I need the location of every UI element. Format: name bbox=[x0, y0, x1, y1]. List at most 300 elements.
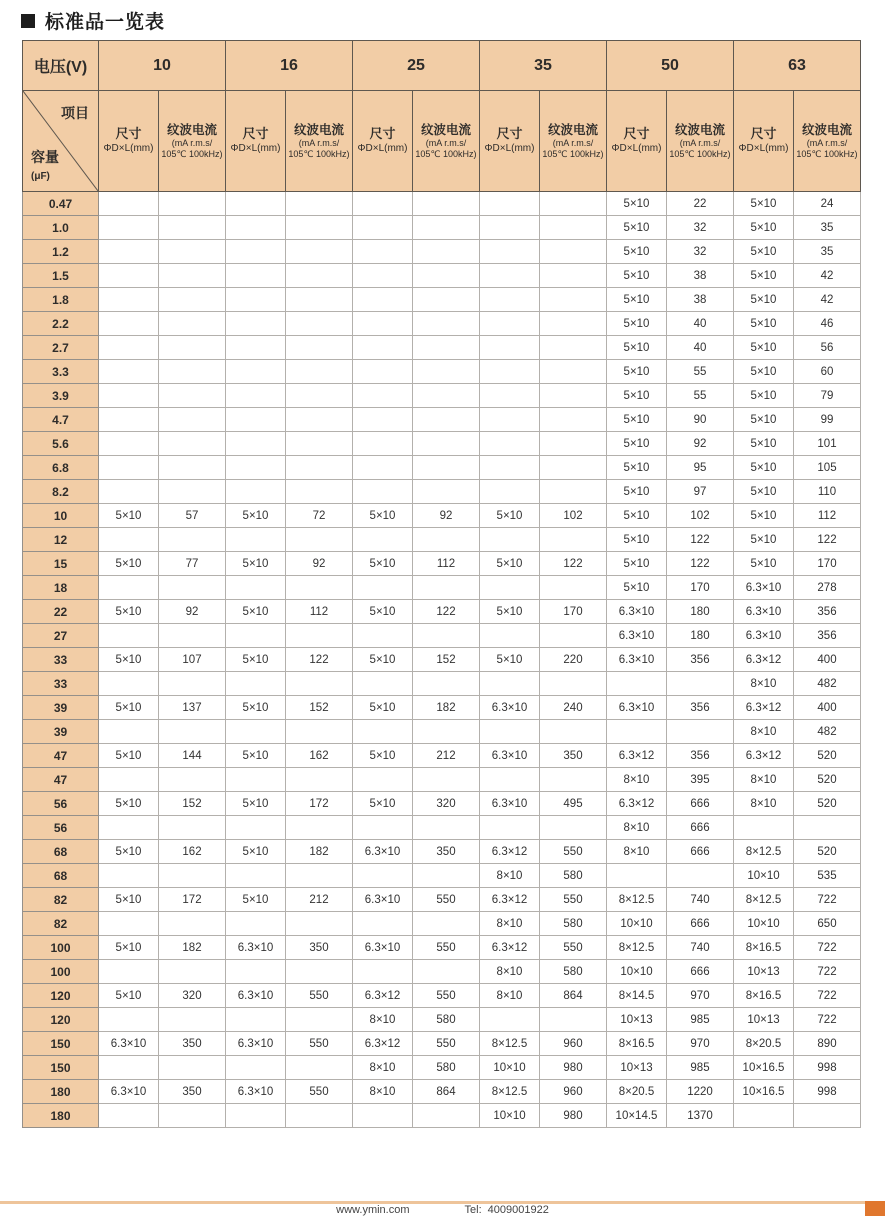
table-row bbox=[23, 384, 861, 408]
size-value-cell bbox=[353, 312, 413, 336]
capacitance-cell: 180 bbox=[23, 1104, 99, 1128]
size-value-cell bbox=[353, 576, 413, 600]
size-value-cell: 5×10 bbox=[480, 504, 540, 528]
ripple-value-cell: 350 bbox=[159, 1032, 226, 1056]
ripple-value-cell: 722 bbox=[794, 936, 861, 960]
ripple-value-cell bbox=[286, 576, 353, 600]
size-value-cell: 8×10 bbox=[607, 768, 667, 792]
footer-tel-number: 4009001922 bbox=[487, 1204, 549, 1216]
ripple-value-cell bbox=[286, 768, 353, 792]
table-row bbox=[23, 1008, 861, 1032]
ripple-value-cell bbox=[286, 192, 353, 216]
ripple-value-cell bbox=[159, 312, 226, 336]
ripple-value-cell: 92 bbox=[667, 432, 734, 456]
size-value-cell bbox=[99, 1104, 159, 1128]
size-header-main: 尺寸 bbox=[369, 126, 396, 142]
size-value-cell bbox=[353, 264, 413, 288]
table-row bbox=[23, 696, 861, 720]
size-header-25 bbox=[353, 91, 413, 192]
size-value-cell: 8×12.5 bbox=[480, 1032, 540, 1056]
size-value-cell bbox=[353, 912, 413, 936]
ripple-value-cell bbox=[159, 864, 226, 888]
size-value-cell: 5×10 bbox=[607, 216, 667, 240]
size-value-cell bbox=[99, 1008, 159, 1032]
table-row bbox=[23, 960, 861, 984]
ripple-value-cell bbox=[286, 864, 353, 888]
size-value-cell: 8×10 bbox=[480, 912, 540, 936]
ripple-value-cell bbox=[413, 312, 480, 336]
ripple-value-cell bbox=[413, 528, 480, 552]
ripple-value-cell bbox=[540, 576, 607, 600]
ripple-value-cell bbox=[540, 816, 607, 840]
ripple-value-cell: 152 bbox=[286, 696, 353, 720]
size-value-cell: 6.3×10 bbox=[607, 624, 667, 648]
size-value-cell: 10×14.5 bbox=[607, 1104, 667, 1128]
size-value-cell bbox=[480, 288, 540, 312]
size-value-cell bbox=[353, 480, 413, 504]
size-value-cell bbox=[480, 240, 540, 264]
size-value-cell bbox=[353, 672, 413, 696]
size-value-cell bbox=[226, 456, 286, 480]
size-value-cell: 10×10 bbox=[480, 1104, 540, 1128]
table-row bbox=[23, 624, 861, 648]
size-value-cell: 5×10 bbox=[226, 696, 286, 720]
size-header-main: 尺寸 bbox=[750, 126, 777, 142]
size-value-cell: 10×13 bbox=[607, 1008, 667, 1032]
size-value-cell bbox=[99, 384, 159, 408]
footer-tel bbox=[465, 1204, 549, 1216]
ripple-value-cell bbox=[540, 624, 607, 648]
size-value-cell bbox=[353, 720, 413, 744]
size-value-cell: 5×10 bbox=[734, 360, 794, 384]
ripple-value-cell bbox=[540, 384, 607, 408]
ripple-value-cell: 550 bbox=[413, 1032, 480, 1056]
size-value-cell bbox=[226, 216, 286, 240]
size-value-cell: 6.3×10 bbox=[607, 600, 667, 624]
ripple-value-cell: 95 bbox=[667, 456, 734, 480]
ripple-value-cell bbox=[413, 240, 480, 264]
size-value-cell bbox=[734, 1104, 794, 1128]
size-value-cell: 8×10 bbox=[607, 816, 667, 840]
ripple-value-cell bbox=[413, 264, 480, 288]
capacitance-cell: 47 bbox=[23, 744, 99, 768]
ripple-value-cell: 998 bbox=[794, 1080, 861, 1104]
table-row bbox=[23, 216, 861, 240]
size-value-cell bbox=[99, 624, 159, 648]
ripple-value-cell bbox=[413, 960, 480, 984]
ripple-value-cell: 580 bbox=[413, 1056, 480, 1080]
size-value-cell bbox=[226, 312, 286, 336]
capacitance-cell: 100 bbox=[23, 960, 99, 984]
ripple-value-cell: 350 bbox=[159, 1080, 226, 1104]
ripple-value-cell bbox=[159, 576, 226, 600]
ripple-value-cell: 666 bbox=[667, 912, 734, 936]
ripple-value-cell: 46 bbox=[794, 312, 861, 336]
capacitance-cell: 56 bbox=[23, 816, 99, 840]
ripple-value-cell bbox=[159, 408, 226, 432]
ripple-value-cell: 40 bbox=[667, 336, 734, 360]
ripple-value-cell: 102 bbox=[540, 504, 607, 528]
ripple-value-cell bbox=[413, 768, 480, 792]
size-value-cell bbox=[353, 384, 413, 408]
size-value-cell: 8×10 bbox=[734, 768, 794, 792]
capacitance-cell: 3.9 bbox=[23, 384, 99, 408]
size-value-cell bbox=[99, 528, 159, 552]
voltage-value-50: 50 bbox=[607, 41, 734, 91]
size-value-cell bbox=[99, 768, 159, 792]
size-value-cell: 5×10 bbox=[734, 528, 794, 552]
table-row bbox=[23, 744, 861, 768]
ripple-value-cell bbox=[540, 312, 607, 336]
ripple-header-sub1: (mA r.m.s/ bbox=[552, 137, 594, 148]
ripple-value-cell bbox=[159, 816, 226, 840]
ripple-value-cell: 356 bbox=[794, 600, 861, 624]
size-value-cell: 5×10 bbox=[353, 792, 413, 816]
capacitance-cell: 82 bbox=[23, 888, 99, 912]
ripple-header-63 bbox=[794, 91, 861, 192]
size-value-cell bbox=[99, 192, 159, 216]
size-header-main: 尺寸 bbox=[623, 126, 650, 142]
ripple-value-cell bbox=[413, 288, 480, 312]
ripple-value-cell: 55 bbox=[667, 384, 734, 408]
voltage-header-label: 电压(V) bbox=[23, 41, 99, 91]
ripple-value-cell bbox=[413, 720, 480, 744]
ripple-value-cell: 580 bbox=[540, 912, 607, 936]
size-value-cell: 6.3×12 bbox=[607, 744, 667, 768]
table-row bbox=[23, 504, 861, 528]
ripple-value-cell bbox=[540, 408, 607, 432]
ripple-value-cell bbox=[540, 528, 607, 552]
size-value-cell: 5×10 bbox=[734, 216, 794, 240]
ripple-value-cell bbox=[413, 816, 480, 840]
capacitance-cell: 22 bbox=[23, 600, 99, 624]
size-value-cell bbox=[99, 672, 159, 696]
size-value-cell bbox=[226, 624, 286, 648]
size-value-cell bbox=[353, 1104, 413, 1128]
size-value-cell bbox=[99, 360, 159, 384]
table-row bbox=[23, 240, 861, 264]
ripple-value-cell: 122 bbox=[667, 552, 734, 576]
table-row bbox=[23, 600, 861, 624]
table-row bbox=[23, 912, 861, 936]
size-value-cell bbox=[226, 432, 286, 456]
ripple-value-cell bbox=[159, 624, 226, 648]
ripple-value-cell: 101 bbox=[794, 432, 861, 456]
ripple-value-cell bbox=[286, 240, 353, 264]
ripple-value-cell: 320 bbox=[413, 792, 480, 816]
size-value-cell: 6.3×10 bbox=[226, 984, 286, 1008]
ripple-value-cell: 350 bbox=[540, 744, 607, 768]
size-value-cell: 8×12.5 bbox=[480, 1080, 540, 1104]
ripple-value-cell: 350 bbox=[286, 936, 353, 960]
ripple-value-cell: 666 bbox=[667, 816, 734, 840]
size-value-cell bbox=[226, 360, 286, 384]
size-value-cell: 8×10 bbox=[480, 984, 540, 1008]
size-value-cell: 6.3×10 bbox=[480, 744, 540, 768]
table-row bbox=[23, 576, 861, 600]
size-value-cell: 6.3×10 bbox=[226, 936, 286, 960]
ripple-value-cell bbox=[413, 336, 480, 360]
ripple-value-cell bbox=[413, 480, 480, 504]
size-value-cell bbox=[480, 672, 540, 696]
ripple-value-cell: 550 bbox=[286, 1032, 353, 1056]
ripple-value-cell bbox=[540, 192, 607, 216]
size-value-cell bbox=[99, 912, 159, 936]
capacitance-cell: 6.8 bbox=[23, 456, 99, 480]
ripple-value-cell bbox=[286, 216, 353, 240]
size-value-cell bbox=[480, 720, 540, 744]
size-value-cell: 5×10 bbox=[734, 192, 794, 216]
ripple-value-cell: 102 bbox=[667, 504, 734, 528]
ripple-header-sub1: (mA r.m.s/ bbox=[806, 137, 848, 148]
size-value-cell bbox=[226, 576, 286, 600]
ripple-value-cell bbox=[413, 384, 480, 408]
size-header-sub: ΦD×L(mm) bbox=[738, 143, 789, 155]
ripple-value-cell bbox=[286, 480, 353, 504]
ripple-value-cell bbox=[286, 336, 353, 360]
ripple-value-cell: 550 bbox=[286, 984, 353, 1008]
voltage-value-35: 35 bbox=[480, 41, 607, 91]
ripple-header-sub2: 105℃ 100kHz) bbox=[796, 149, 858, 160]
size-value-cell: 5×10 bbox=[607, 192, 667, 216]
ripple-value-cell: 240 bbox=[540, 696, 607, 720]
ripple-header-sub2: 105℃ 100kHz) bbox=[542, 149, 604, 160]
ripple-value-cell: 180 bbox=[667, 624, 734, 648]
ripple-value-cell: 722 bbox=[794, 984, 861, 1008]
ripple-value-cell: 722 bbox=[794, 960, 861, 984]
table-row bbox=[23, 1080, 861, 1104]
capacitance-cell: 18 bbox=[23, 576, 99, 600]
capacitance-cell: 5.6 bbox=[23, 432, 99, 456]
table-row bbox=[23, 528, 861, 552]
ripple-header-main: 纹波电流 bbox=[801, 122, 852, 137]
ripple-header-main: 纹波电流 bbox=[547, 122, 598, 137]
ripple-value-cell: 482 bbox=[794, 720, 861, 744]
table-row bbox=[23, 264, 861, 288]
size-value-cell bbox=[226, 912, 286, 936]
ripple-value-cell: 960 bbox=[540, 1080, 607, 1104]
capacitance-cell: 47 bbox=[23, 768, 99, 792]
ripple-value-cell: 356 bbox=[667, 648, 734, 672]
capacitance-cell: 150 bbox=[23, 1056, 99, 1080]
table-row bbox=[23, 480, 861, 504]
size-value-cell: 5×10 bbox=[480, 600, 540, 624]
size-value-cell bbox=[226, 960, 286, 984]
ripple-value-cell: 482 bbox=[794, 672, 861, 696]
ripple-value-cell: 122 bbox=[540, 552, 607, 576]
ripple-value-cell bbox=[540, 456, 607, 480]
ripple-value-cell: 970 bbox=[667, 984, 734, 1008]
voltage-header-row bbox=[23, 41, 861, 91]
size-value-cell bbox=[353, 288, 413, 312]
size-value-cell: 5×10 bbox=[226, 552, 286, 576]
size-value-cell: 10×16.5 bbox=[734, 1080, 794, 1104]
ripple-value-cell: 520 bbox=[794, 840, 861, 864]
ripple-value-cell bbox=[159, 720, 226, 744]
ripple-header-sub1: (mA r.m.s/ bbox=[298, 137, 340, 148]
footer-website: www.ymin.com bbox=[336, 1204, 410, 1216]
table-row bbox=[23, 792, 861, 816]
size-value-cell bbox=[226, 816, 286, 840]
ripple-value-cell bbox=[159, 264, 226, 288]
size-value-cell: 5×10 bbox=[353, 696, 413, 720]
size-value-cell bbox=[353, 960, 413, 984]
ripple-value-cell bbox=[286, 312, 353, 336]
size-value-cell bbox=[226, 1008, 286, 1032]
table-row bbox=[23, 768, 861, 792]
ripple-value-cell bbox=[413, 576, 480, 600]
table-head bbox=[23, 41, 861, 192]
ripple-value-cell: 112 bbox=[794, 504, 861, 528]
ripple-value-cell: 60 bbox=[794, 360, 861, 384]
ripple-value-cell: 122 bbox=[794, 528, 861, 552]
ripple-value-cell bbox=[540, 768, 607, 792]
size-value-cell bbox=[480, 528, 540, 552]
capacitance-cell: 150 bbox=[23, 1032, 99, 1056]
size-value-cell bbox=[480, 360, 540, 384]
ripple-header-sub2: 105℃ 100kHz) bbox=[669, 149, 731, 160]
capacitance-cell: 15 bbox=[23, 552, 99, 576]
size-value-cell: 5×10 bbox=[353, 600, 413, 624]
ripple-value-cell: 144 bbox=[159, 744, 226, 768]
size-value-cell: 5×10 bbox=[226, 648, 286, 672]
ripple-value-cell: 320 bbox=[159, 984, 226, 1008]
size-value-cell bbox=[226, 384, 286, 408]
table-row bbox=[23, 312, 861, 336]
ripple-value-cell: 42 bbox=[794, 264, 861, 288]
size-value-cell: 10×13 bbox=[734, 960, 794, 984]
size-value-cell: 8×20.5 bbox=[734, 1032, 794, 1056]
ripple-value-cell bbox=[159, 288, 226, 312]
size-value-cell: 8×10 bbox=[480, 864, 540, 888]
ripple-value-cell bbox=[667, 720, 734, 744]
size-value-cell bbox=[480, 1008, 540, 1032]
ripple-value-cell: 520 bbox=[794, 792, 861, 816]
size-value-cell: 10×16.5 bbox=[734, 1056, 794, 1080]
ripple-value-cell: 550 bbox=[413, 888, 480, 912]
size-value-cell: 5×10 bbox=[99, 504, 159, 528]
size-value-cell: 6.3×10 bbox=[226, 1032, 286, 1056]
ripple-value-cell: 580 bbox=[540, 960, 607, 984]
table-row bbox=[23, 888, 861, 912]
ripple-value-cell: 92 bbox=[159, 600, 226, 624]
ripple-value-cell bbox=[159, 528, 226, 552]
size-header-sub: ΦD×L(mm) bbox=[484, 143, 535, 155]
ripple-value-cell: 960 bbox=[540, 1032, 607, 1056]
ripple-value-cell: 182 bbox=[286, 840, 353, 864]
size-value-cell: 5×10 bbox=[99, 936, 159, 960]
ripple-value-cell: 112 bbox=[286, 600, 353, 624]
ripple-value-cell bbox=[286, 672, 353, 696]
ripple-value-cell: 122 bbox=[286, 648, 353, 672]
ripple-value-cell: 212 bbox=[413, 744, 480, 768]
size-value-cell bbox=[99, 816, 159, 840]
table-row bbox=[23, 816, 861, 840]
ripple-value-cell: 90 bbox=[667, 408, 734, 432]
table-row bbox=[23, 456, 861, 480]
size-value-cell bbox=[226, 336, 286, 360]
ripple-value-cell: 535 bbox=[794, 864, 861, 888]
size-value-cell bbox=[99, 240, 159, 264]
size-value-cell bbox=[99, 312, 159, 336]
ripple-value-cell bbox=[413, 624, 480, 648]
ripple-value-cell bbox=[286, 384, 353, 408]
size-value-cell: 5×10 bbox=[607, 576, 667, 600]
size-value-cell: 5×10 bbox=[734, 480, 794, 504]
size-value-cell: 6.3×12 bbox=[734, 648, 794, 672]
capacitance-cell: 33 bbox=[23, 648, 99, 672]
size-value-cell: 5×10 bbox=[226, 840, 286, 864]
size-value-cell bbox=[353, 816, 413, 840]
size-value-cell: 5×10 bbox=[99, 696, 159, 720]
corner-capacity-unit: (μF) bbox=[31, 170, 50, 182]
ripple-value-cell: 220 bbox=[540, 648, 607, 672]
ripple-value-cell bbox=[540, 288, 607, 312]
ripple-value-cell: 985 bbox=[667, 1008, 734, 1032]
ripple-value-cell bbox=[286, 816, 353, 840]
ripple-value-cell bbox=[540, 360, 607, 384]
ripple-value-cell: 278 bbox=[794, 576, 861, 600]
ripple-value-cell: 32 bbox=[667, 216, 734, 240]
size-value-cell: 8×20.5 bbox=[607, 1080, 667, 1104]
size-value-cell: 5×10 bbox=[480, 552, 540, 576]
ripple-value-cell bbox=[286, 360, 353, 384]
ripple-value-cell: 110 bbox=[794, 480, 861, 504]
ripple-value-cell: 864 bbox=[540, 984, 607, 1008]
ripple-value-cell: 980 bbox=[540, 1056, 607, 1080]
size-value-cell: 6.3×10 bbox=[480, 792, 540, 816]
size-value-cell bbox=[353, 360, 413, 384]
size-value-cell: 5×10 bbox=[607, 432, 667, 456]
ripple-value-cell bbox=[540, 432, 607, 456]
ripple-value-cell bbox=[159, 384, 226, 408]
size-value-cell bbox=[353, 864, 413, 888]
size-value-cell bbox=[226, 408, 286, 432]
ripple-header-sub2: 105℃ 100kHz) bbox=[161, 149, 223, 160]
ripple-value-cell: 79 bbox=[794, 384, 861, 408]
ripple-value-cell bbox=[540, 240, 607, 264]
ripple-value-cell: 72 bbox=[286, 504, 353, 528]
size-value-cell: 6.3×10 bbox=[99, 1080, 159, 1104]
size-value-cell: 6.3×12 bbox=[734, 744, 794, 768]
ripple-value-cell bbox=[540, 1008, 607, 1032]
ripple-value-cell bbox=[286, 1008, 353, 1032]
ripple-value-cell bbox=[413, 864, 480, 888]
voltage-value-16: 16 bbox=[226, 41, 353, 91]
ripple-value-cell: 97 bbox=[667, 480, 734, 504]
corner-header-cell bbox=[23, 91, 99, 192]
size-value-cell: 5×10 bbox=[99, 984, 159, 1008]
size-value-cell: 10×13 bbox=[734, 1008, 794, 1032]
size-value-cell: 5×10 bbox=[99, 600, 159, 624]
ripple-value-cell: 722 bbox=[794, 1008, 861, 1032]
size-value-cell bbox=[99, 720, 159, 744]
ripple-value-cell: 152 bbox=[159, 792, 226, 816]
ripple-value-cell bbox=[159, 192, 226, 216]
ripple-value-cell: 180 bbox=[667, 600, 734, 624]
size-value-cell bbox=[480, 408, 540, 432]
capacitance-cell: 120 bbox=[23, 984, 99, 1008]
ripple-header-25 bbox=[413, 91, 480, 192]
size-value-cell bbox=[480, 384, 540, 408]
corner-item-label: 项目 bbox=[61, 105, 89, 121]
ripple-value-cell: 970 bbox=[667, 1032, 734, 1056]
size-value-cell: 8×10 bbox=[734, 672, 794, 696]
ripple-value-cell bbox=[159, 480, 226, 504]
ripple-value-cell bbox=[159, 1056, 226, 1080]
size-value-cell: 5×10 bbox=[734, 504, 794, 528]
capacitance-cell: 1.8 bbox=[23, 288, 99, 312]
